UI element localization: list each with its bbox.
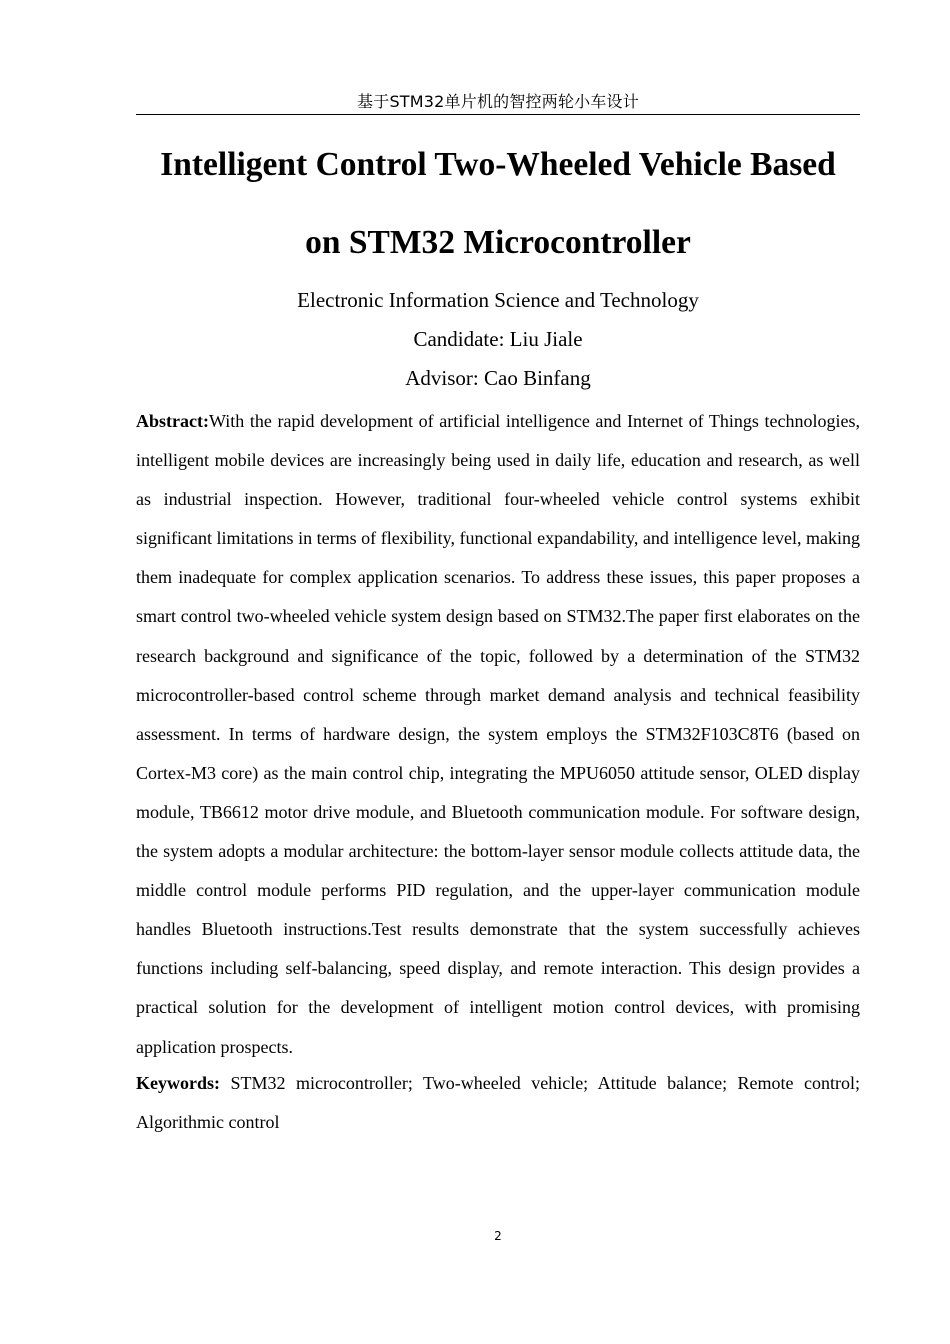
advisor: Advisor: Cao Binfang xyxy=(405,366,591,390)
keywords-text: STM32 microcontroller; Two-wheeled vehicle; Attitude balance; Remote control; Algorithmic control xyxy=(136,1073,860,1132)
paper-title-line-1: Intelligent Control Two-Wheeled Vehicle Based xyxy=(160,146,836,183)
keywords xyxy=(136,1064,860,1142)
abstract-label: Abstract: xyxy=(136,411,209,431)
major: Electronic Information Science and Technology xyxy=(297,288,699,312)
paper-title-line-2: on STM32 Microcontroller xyxy=(305,224,691,261)
keywords-label: Keywords: xyxy=(136,1073,220,1093)
header-rule xyxy=(136,114,860,115)
page-number: 2 xyxy=(494,1229,502,1243)
candidate: Candidate: Liu Jiale xyxy=(413,327,583,351)
abstract-text: With the rapid development of artificial intelligence and Internet of Things technologies, intelligent mobile devices are increasingly being used in daily life, education and research, as well as industrial inspection. However, traditional four-wheeled vehicle control systems exhibit significant limitations in terms of flexibility, functional expandability, and intelligence level, making them inadequate for complex application scenarios. To address these issues, this paper proposes a smart control two-wheeled vehicle system design based on STM32.The paper first elaborates on the research background and significance of the topic, followed by a determination of the STM32 microcontroller-based control scheme through market demand analysis and technical feasibility assessment. In terms of hardware design, the system employs the STM32F103C8T6 (based on Cortex-M3 core) as the main control chip, integrating the MPU6050 attitude sensor, OLED display module, TB6612 motor drive module, and Bluetooth communication module. For software design, the system adopts a modular architecture: the bottom-layer sensor module collects attitude data, the middle control module performs PID regulation, and the upper-layer communication module handles Bluetooth instructions.Test results demonstrate that the system successfully achieves functions including self-balancing, speed display, and remote interaction. This design provides a practical solution for the development of intelligent motion control devices, with promising application prospects. xyxy=(136,411,860,1057)
paper-title xyxy=(120,126,876,282)
abstract xyxy=(136,402,860,1067)
running-header: 基于STM32单片机的智控两轮小车设计 xyxy=(357,92,639,111)
